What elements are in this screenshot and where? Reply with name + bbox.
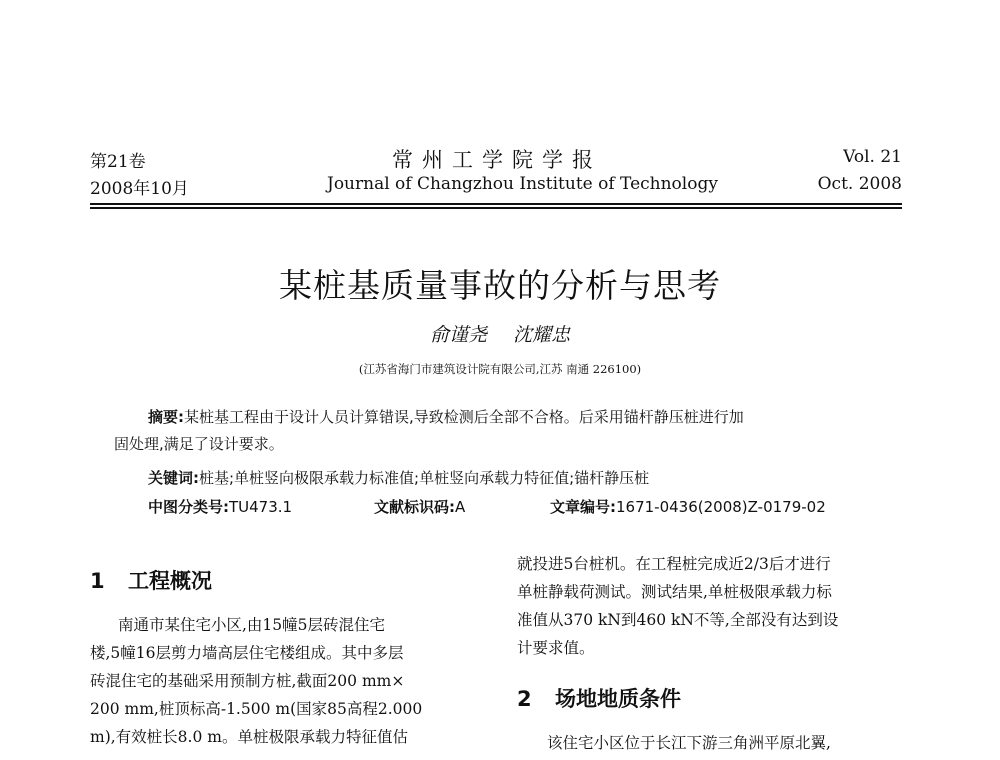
body-line: 200 mm,桩顶标高-1.500 m(国家85高程2.000 — [90, 700, 423, 718]
header-rule-bottom — [90, 207, 902, 209]
doc-code-value: A — [455, 498, 466, 516]
date-en: Oct. 2008 — [817, 174, 902, 194]
doc-code-line — [374, 496, 465, 517]
body-line: 该住宅小区位于长江下游三角洲平原北翼, — [547, 734, 831, 752]
body-line: 单桩静载荷测试。测试结果,单桩极限承载力标 — [517, 583, 832, 601]
clc-value: TU473.1 — [229, 498, 293, 516]
body-line: 砖混住宅的基础采用预制方桩,截面200 mm× — [90, 672, 405, 690]
article-no-line — [550, 496, 826, 517]
clc-label: 中图分类号: — [148, 498, 229, 516]
article-no-label: 文章编号: — [550, 498, 616, 516]
section-2-title: 场地地质条件 — [555, 687, 681, 711]
body-line: 准值从370 kN到460 kN不等,全部没有达到设 — [517, 611, 839, 629]
abstract-label: 摘要: — [148, 408, 184, 426]
article-no-value: 1671-0436(2008)Z-0179-02 — [616, 498, 826, 516]
section-1-number: 1 — [90, 569, 105, 593]
section-1-title: 工程概况 — [128, 569, 212, 593]
journal-title-cn: 常州工学院学报 — [392, 148, 602, 172]
article-title: 某桩基质量事故的分析与思考 — [279, 266, 721, 305]
body-line: 就投进5台桩机。在工程桩完成近2/3后才进行 — [517, 555, 831, 573]
keywords-line — [148, 467, 649, 488]
date-cn: 2008年10月 — [90, 179, 189, 199]
journal-title-en: Journal of Changzhou Institute of Technology — [327, 174, 718, 194]
clc-line — [148, 496, 292, 517]
abstract-line-1 — [148, 406, 744, 427]
section-2-heading — [517, 683, 681, 713]
section-2-number: 2 — [517, 687, 532, 711]
keywords-label: 关键词: — [148, 469, 199, 487]
body-line: m),有效桩长8.0 m。单桩极限承载力特征值估 — [90, 728, 408, 746]
section-1-heading — [90, 565, 212, 595]
volume-cn: 第21卷 — [90, 152, 146, 172]
header-rule-top — [90, 203, 902, 205]
volume-en: Vol. 21 — [843, 147, 902, 167]
keywords-text: 桩基;单桩竖向极限承载力标准值;单桩竖向承载力特征值;锚杆静压桩 — [199, 469, 650, 487]
body-line: 楼,5幢16层剪力墙高层住宅楼组成。其中多层 — [90, 644, 404, 662]
authors: 俞谨尧 沈耀忠 — [429, 324, 571, 346]
body-line: 计要求值。 — [517, 639, 595, 657]
abstract-text-1: 某桩基工程由于设计人员计算错误,导致检测后全部不合格。后采用锚杆静压桩进行加 — [184, 408, 744, 426]
body-line: 南通市某住宅小区,由15幢5层砖混住宅 — [118, 616, 386, 634]
doc-code-label: 文献标识码: — [374, 498, 455, 516]
abstract-line-2: 固处理,满足了设计要求。 — [114, 435, 284, 453]
affiliation: (江苏省海门市建筑设计院有限公司,江苏 南通 226100) — [358, 362, 642, 376]
